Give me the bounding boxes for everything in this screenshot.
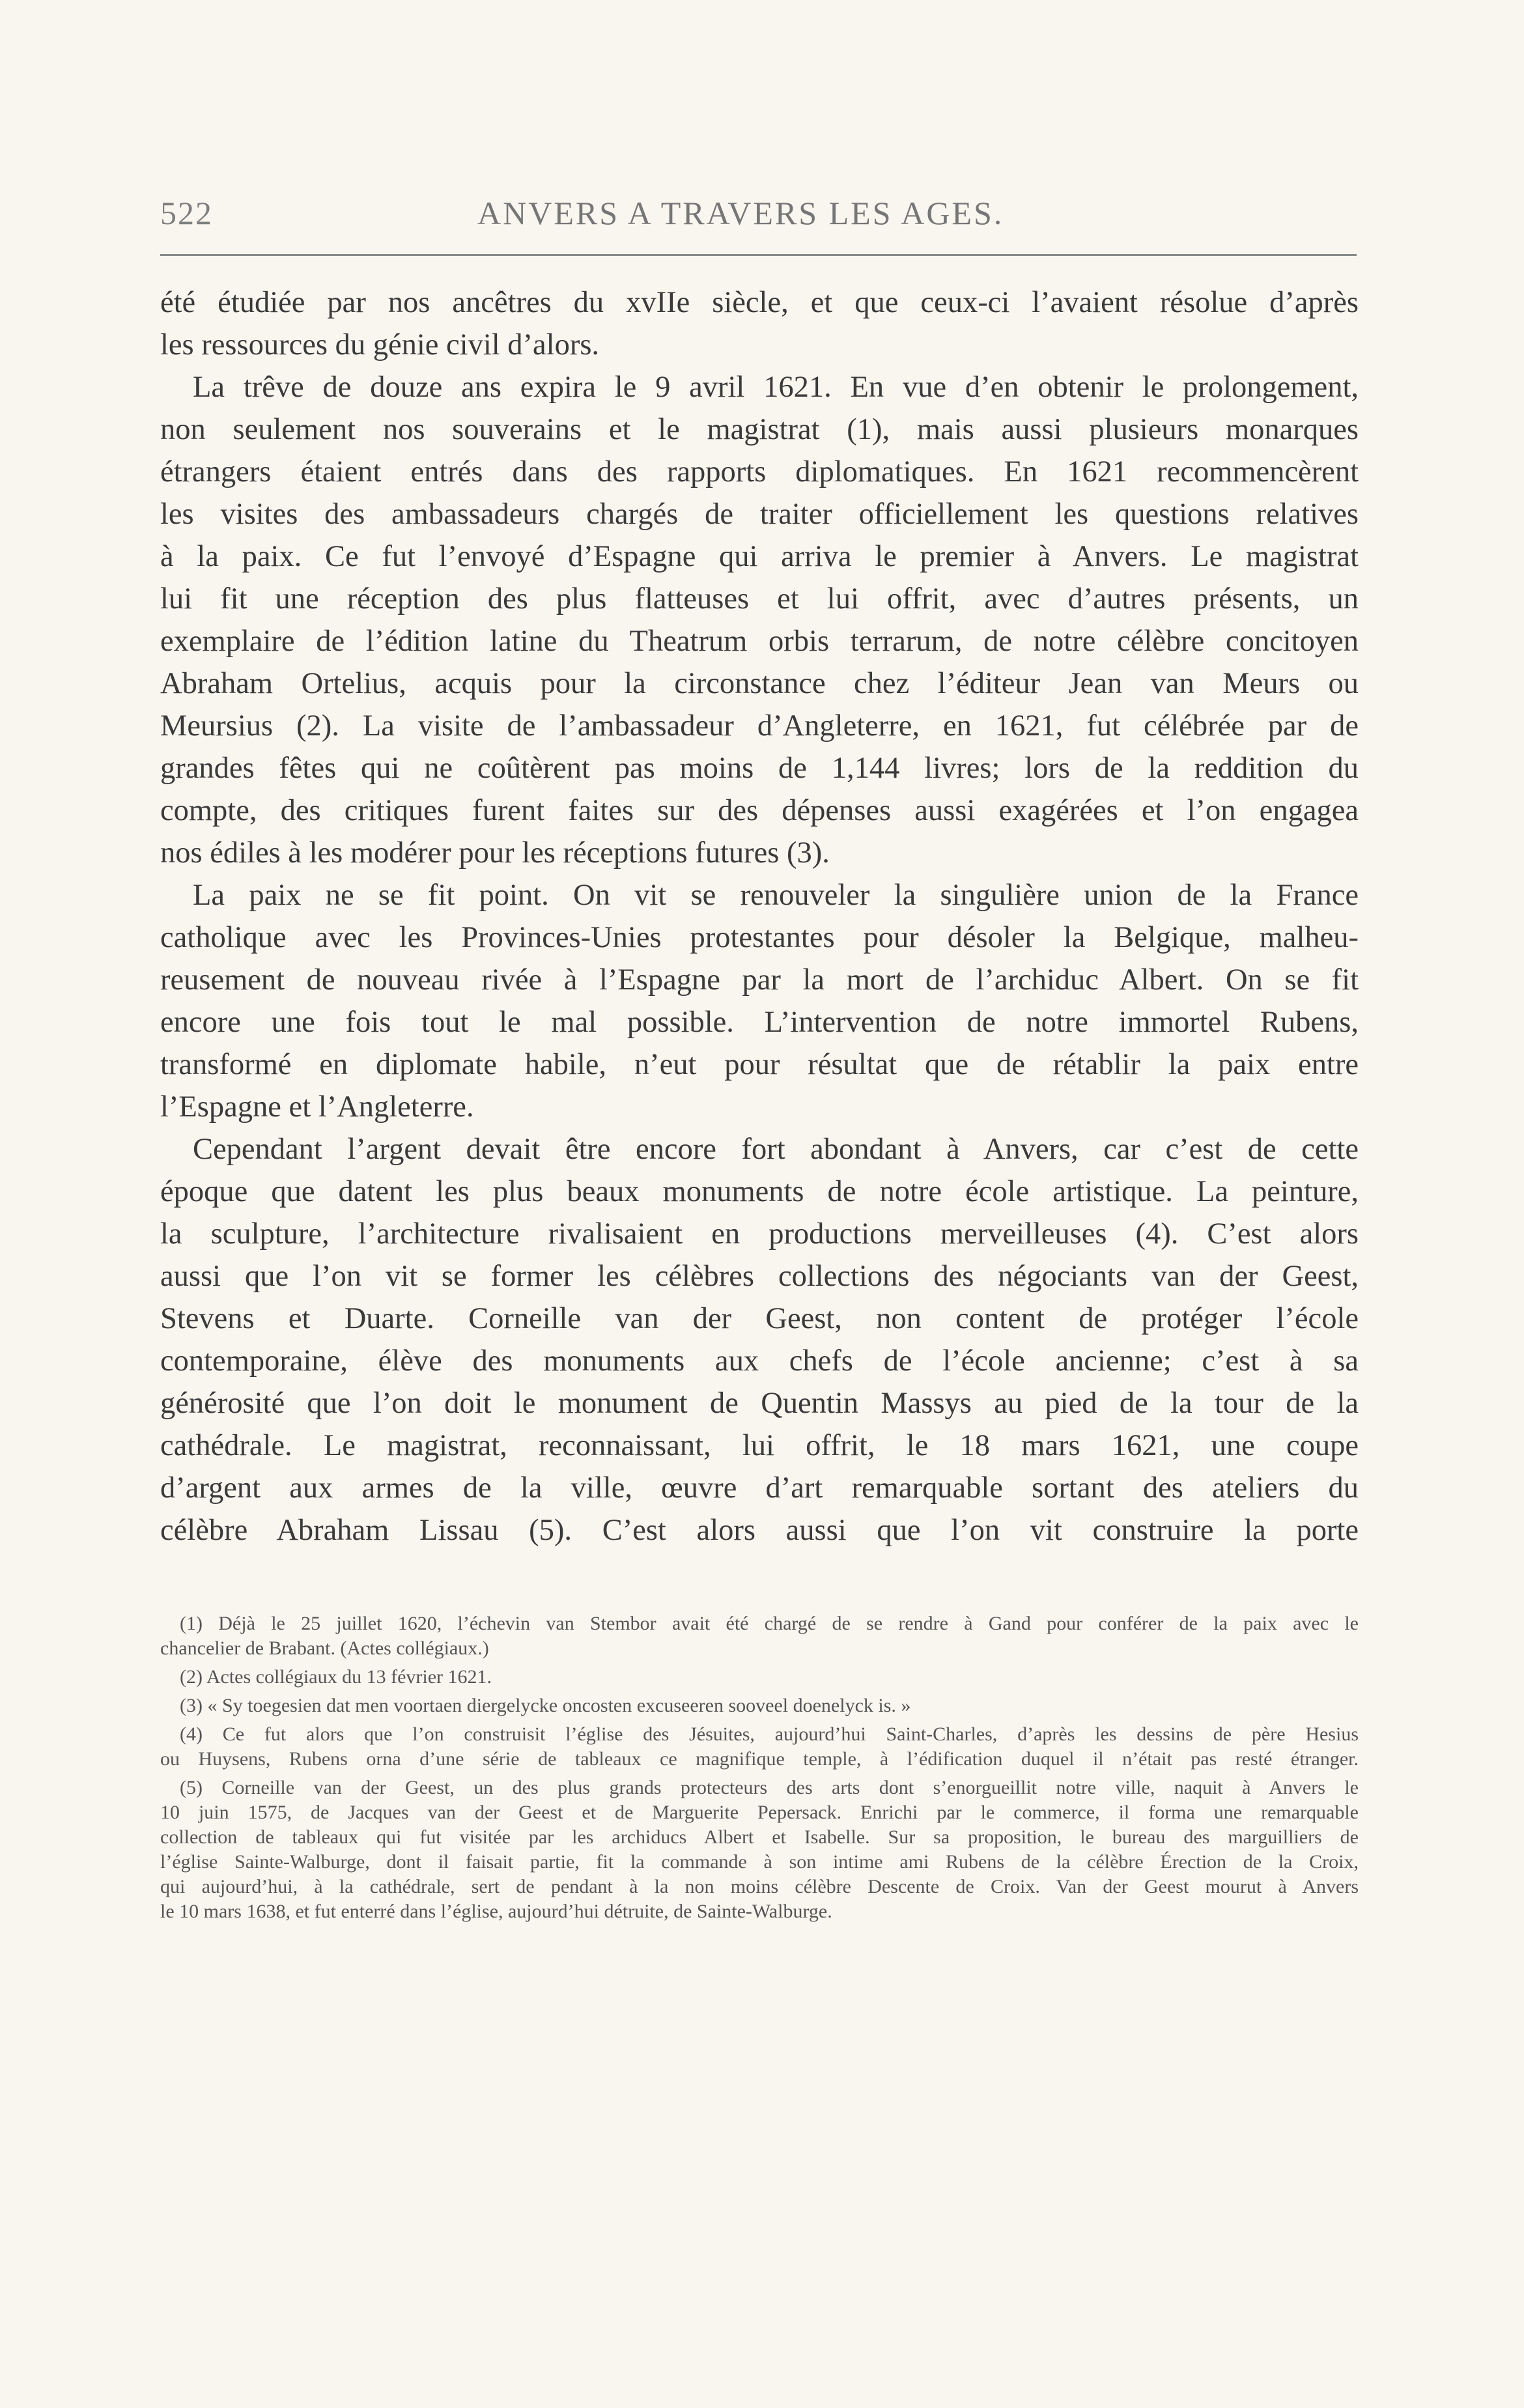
body-line: aussi que l’on vit se former les célèbres collections des négociants van der Geest, [160, 1260, 1359, 1293]
body-line: cathédrale. Le magistrat, reconnaissant, lui offrit, le 18 mars 1621, une coupe [160, 1429, 1359, 1462]
footnote-line: qui aujourd’hui, à la cathédrale, sert de pendant à la non moins célèbre Descente de Croix. Van der Geest mourut à Anvers [160, 1876, 1359, 1897]
body-line: les ressources du génie civil d’alors. [160, 328, 600, 361]
footnotes [160, 1611, 1359, 1924]
body-line: non seulement nos souverains et le magistrat (1), mais aussi plusieurs monarques [160, 413, 1359, 446]
body-line: étrangers étaient entrés dans des rapports diplomatiques. En 1621 recommencèrent [160, 455, 1359, 489]
body-line: nos édiles à les modérer pour les réceptions futures (3). [160, 836, 830, 870]
body-line: reusement de nouveau rivée à l’Espagne par la mort de l’archiduc Albert. On se fit [160, 963, 1359, 997]
body-line: grandes fêtes qui ne coûtèrent pas moins de 1,144 livres; lors de la reddition du [160, 752, 1359, 785]
body-line: Abraham Ortelius, acquis pour la circonstance chez l’éditeur Jean van Meurs ou [160, 667, 1359, 700]
footnote-line: le 10 mars 1638, et fut enterré dans l’église, aujourd’hui détruite, de Sainte-Walburge. [160, 1901, 832, 1922]
header-rule [160, 254, 1357, 256]
body-line: générosité que l’on doit le monument de Quentin Massys au pied de la tour de la [160, 1387, 1359, 1420]
body-line: Stevens et Duarte. Corneille van der Geest, non content de protéger l’école [160, 1302, 1359, 1335]
footnote-line: chancelier de Brabant. (Actes collégiaux.) [160, 1637, 489, 1659]
footnote-line: (1) Déjà le 25 juillet 1620, l’échevin van Stembor avait été chargé de se rendre à Gand pour conférer de la paix avec le [180, 1613, 1359, 1634]
body-line: été étudiée par nos ancêtres du xvIIe siècle, et que ceux-ci l’avaient résolue d’après [160, 286, 1359, 319]
body-line: les visites des ambassadeurs chargés de traiter officiellement les questions relatives [160, 498, 1359, 531]
footnote-line: l’église Sainte-Walburge, dont il faisait partie, fit la commande à son intime ami Rubens de la célèbre Érection de la Croix, [160, 1851, 1359, 1873]
body-line: lui fit une réception des plus flatteuses et lui offrit, avec d’autres présents, un [160, 582, 1359, 616]
footnote-line: collection de tableaux qui fut visitée par les archiducs Albert et Isabelle. Sur sa proposition, le bureau des marguilliers de [160, 1826, 1359, 1848]
footnote-line: 10 juin 1575, de Jacques van der Geest et de Marguerite Pepersack. Enrichi par le commerce, il forma une remarquable [160, 1802, 1359, 1823]
body-line: contemporaine, élève des monuments aux chefs de l’école ancienne; c’est à sa [160, 1344, 1359, 1378]
body-line: La trêve de douze ans expira le 9 avril 1621. En vue d’en obtenir le prolongement, [193, 371, 1359, 404]
body-line: l’Espagne et l’Angleterre. [160, 1090, 474, 1124]
page-number: 522 [160, 195, 213, 231]
body-line: célèbre Abraham Lissau (5). C’est alors aussi que l’on vit construire la porte [160, 1514, 1359, 1547]
footnote-line: ou Huysens, Rubens orna d’une série de tableaux ce magnifique temple, à l’édification duquel il n’était pas resté étranger. [160, 1748, 1359, 1770]
body-line: exemplaire de l’édition latine du Theatrum orbis terrarum, de notre célèbre concitoyen [160, 625, 1359, 658]
footnote-line: (5) Corneille van der Geest, un des plus grands protecteurs des arts dont s’enorgueillit notre ville, naquit à Anvers le [180, 1777, 1359, 1798]
footnote-line: (2) Actes collégiaux du 13 février 1621. [180, 1666, 492, 1688]
footnote-line: (4) Ce fut alors que l’on construisit l’église des Jésuites, aujourd’hui Saint-Charles, d’après les dessins de père Hesius [180, 1723, 1359, 1745]
body-line: Cependant l’argent devait être encore fort abondant à Anvers, car c’est de cette [193, 1133, 1359, 1166]
page-header [160, 194, 1359, 240]
body-line: encore une fois tout le mal possible. L’intervention de notre immortel Rubens, [160, 1006, 1359, 1039]
footnote-line: (3) « Sy toegesien dat men voortaen diergelycke oncosten excuseeren sooveel doenelyck is. » [180, 1695, 911, 1716]
body-line: la sculpture, l’architecture rivalisaient en productions merveilleuses (4). C’est alors [160, 1217, 1359, 1251]
body-text [160, 281, 1359, 1551]
body-line: Meursius (2). La visite de l’ambassadeur d’Angleterre, en 1621, fut célébrée par de [160, 709, 1359, 743]
body-line: transformé en diplomate habile, n’eut pour résultat que de rétablir la paix entre [160, 1048, 1359, 1081]
body-line: époque que datent les plus beaux monuments de notre école artistique. La peinture, [160, 1175, 1359, 1208]
body-line: à la paix. Ce fut l’envoyé d’Espagne qui arriva le premier à Anvers. Le magistrat [160, 540, 1359, 573]
body-line: catholique avec les Provinces-Unies protestantes pour désoler la Belgique, malheu- [160, 921, 1359, 954]
running-title: ANVERS A TRAVERS LES AGES. [477, 195, 1004, 231]
body-line: La paix ne se fit point. On vit se renouveler la singulière union de la France [193, 879, 1359, 912]
body-line: d’argent aux armes de la ville, œuvre d’art remarquable sortant des ateliers du [160, 1471, 1359, 1505]
body-line: compte, des critiques furent faites sur des dépenses aussi exagérées et l’on engagea [160, 794, 1359, 827]
